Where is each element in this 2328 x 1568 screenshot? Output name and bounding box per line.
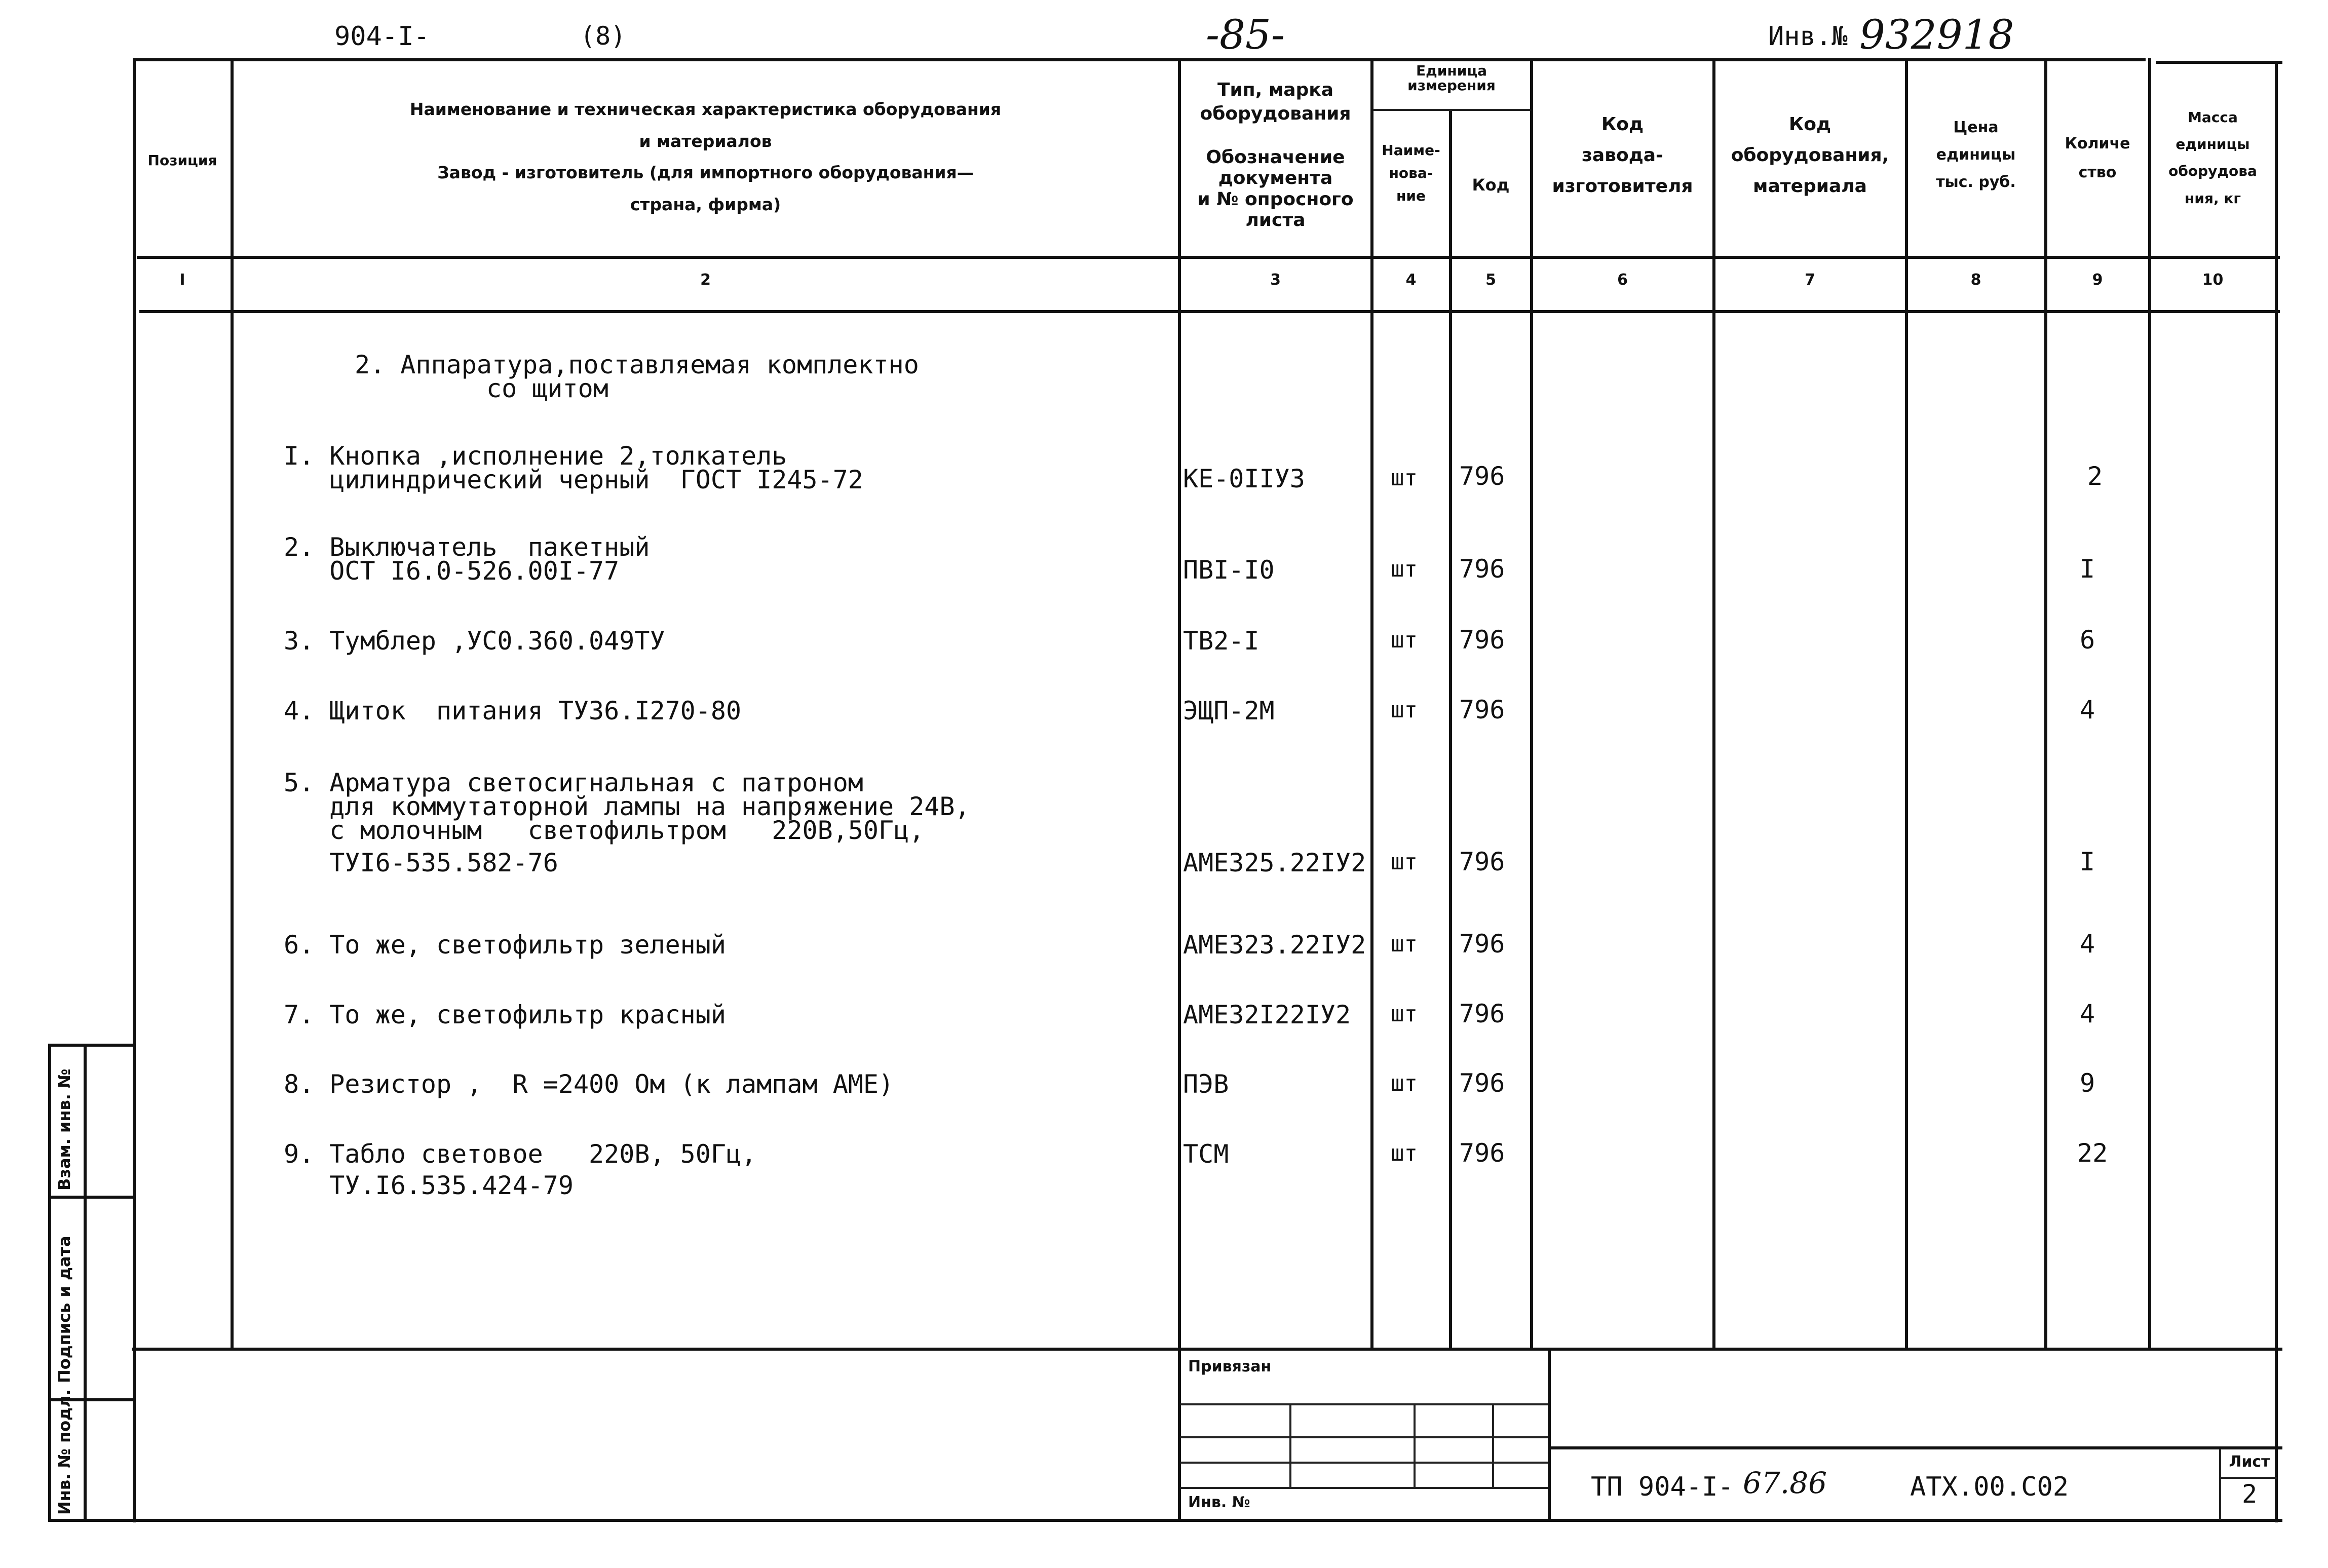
section-title-line2: со щитом (486, 374, 608, 403)
section-title-line1: 2. Аппаратура,поставляемая комплектно (355, 350, 919, 379)
item-8-type: ПЭВ (1183, 1069, 1229, 1099)
item-6-qty: 4 (2080, 929, 2095, 959)
item-9-line2: ТУ.I6.535.424-79 (284, 1171, 574, 1200)
item-6-line1: 6. То же, светофильтр зеленый (284, 930, 726, 960)
item-2-type: ПВI-I0 (1183, 555, 1275, 585)
item-5-qty: I (2080, 847, 2095, 876)
header-mass: Масса единицы оборудова ния, кг (2168, 109, 2257, 207)
item-2-code: 796 (1459, 554, 1505, 584)
item-9-code: 796 (1459, 1138, 1505, 1168)
item-7-unit: шт (1391, 1001, 1418, 1027)
item-3-type: ТВ2-I (1183, 626, 1260, 656)
header-unit-code: Код (1472, 175, 1510, 195)
item-9-unit: шт (1391, 1140, 1418, 1166)
col-number-10: 10 (2202, 271, 2224, 289)
item-4-line1: 4. Щиток питания ТУ36.I270-80 (284, 696, 742, 725)
footer-list-number: 2 (2241, 1479, 2258, 1509)
item-1-line2: цилиндрический черный ГОСТ I245-72 (284, 465, 863, 494)
footer-list-label: Лист (2229, 1453, 2270, 1471)
item-9-type: ТСМ (1183, 1139, 1229, 1169)
inv-number: 932918 (1859, 11, 2014, 58)
item-1-type: КЕ-0IIУ3 (1183, 464, 1305, 493)
footer-inv-no: Инв. № (1188, 1494, 1250, 1511)
item-6-code: 796 (1459, 929, 1505, 959)
col-number-3: 3 (1270, 271, 1281, 289)
item-8-qty: 9 (2080, 1068, 2095, 1098)
col-number-6: 6 (1617, 271, 1628, 289)
item-3-line1: 3. Тумблер ,УС0.360.049ТУ (284, 626, 665, 656)
item-2-line2: ОСТ I6.0-526.00I-77 (284, 556, 620, 586)
top-left-code: 904-I- (334, 21, 430, 52)
col-number-7: 7 (1805, 271, 1815, 289)
col-number-2: 2 (700, 271, 711, 289)
item-7-code: 796 (1459, 999, 1505, 1028)
item-1-qty: 2 (2087, 462, 2103, 491)
item-2-unit: шт (1391, 556, 1418, 582)
item-9-line1: 9. Табло световое 220В, 50Гц, (284, 1139, 757, 1169)
item-3-code: 796 (1459, 625, 1505, 655)
header-quantity: Количе ство (2065, 135, 2130, 181)
item-3-qty: 6 (2080, 625, 2095, 655)
side-label-vzam: Взам. инв. № (55, 1068, 74, 1191)
col-number-9: 9 (2092, 271, 2103, 289)
footer-privyazan: Привязан (1188, 1358, 1272, 1375)
item-5-line1: 5. Арматура светосигнальная с патроном (284, 768, 863, 797)
top-paren-code: (8) (580, 21, 626, 51)
item-4-qty: 4 (2080, 695, 2095, 724)
item-5-line2: для коммутаторной лампы на напряжение 24В, (284, 792, 970, 821)
item-2-line1: 2. Выключатель пакетный (284, 532, 650, 562)
item-6-type: АМЕ323.22IУ2 (1183, 930, 1366, 960)
item-5-code: 796 (1459, 847, 1505, 876)
item-5-line4: ТУI6-535.582-76 (284, 848, 558, 877)
header-unit-name: Наиме- нова- ние (1382, 142, 1440, 204)
item-3-unit: шт (1391, 627, 1418, 653)
item-5-line3: с молочным светофильтром 220В,50Гц, (284, 816, 925, 845)
footer-doc-code: ТП 904-I- (1591, 1472, 1734, 1502)
item-5-type: АМЕ325.22IУ2 (1183, 848, 1366, 877)
header-price: Цена единицы тыс. руб. (1936, 119, 2016, 191)
item-1-line1: I. Кнопка ,исполнение 2,толкатель (284, 441, 787, 471)
item-9-qty: 22 (2077, 1138, 2108, 1168)
inv-label: Инв.№ (1768, 21, 1848, 52)
side-label-podpis: Подпись и дата (55, 1236, 74, 1383)
header-position: Позиция (147, 152, 217, 169)
item-5-unit: шт (1391, 849, 1418, 875)
footer-atx-code: АТХ.00.С02 (1910, 1472, 2069, 1502)
item-7-line1: 7. То же, светофильтр красный (284, 1000, 726, 1029)
header-doc: Обозначение документа и № опросного листа (1197, 147, 1354, 231)
item-7-qty: 4 (2080, 999, 2095, 1028)
item-4-unit: шт (1391, 697, 1418, 723)
header-name: Наименование и техническая характеристика оборудования и материалов Завод - изготовитель (для импортного оборудования— страна, фирма) (409, 99, 1002, 215)
item-8-code: 796 (1459, 1068, 1505, 1098)
side-label-inv-podl: Инв. № подл. (55, 1389, 74, 1515)
header-plant-code: Код завода- изготовителя (1552, 114, 1693, 197)
page-number: -85- (1206, 11, 1285, 58)
item-8-line1: 8. Резистор , R =2400 Ом (к лампам АМЕ) (284, 1069, 894, 1099)
col-number-1: I (179, 271, 185, 289)
col-number-5: 5 (1485, 271, 1496, 289)
footer-doc-code-handwritten: 67.86 (1743, 1466, 1827, 1500)
col-number-4: 4 (1405, 271, 1417, 289)
item-1-unit: шт (1391, 465, 1418, 491)
item-2-qty: I (2080, 554, 2095, 584)
item-8-unit: шт (1391, 1070, 1418, 1096)
header-type: Тип, марка оборудования (1200, 80, 1351, 124)
item-6-unit: шт (1391, 931, 1418, 957)
item-7-type: АМЕ32I22IУ2 (1183, 1000, 1351, 1029)
header-unit: Единица измерения (1407, 62, 1496, 94)
item-1-code: 796 (1459, 462, 1505, 491)
item-4-type: ЭЩП-2М (1183, 696, 1275, 725)
item-4-code: 796 (1459, 695, 1505, 724)
col-number-8: 8 (1970, 271, 1981, 289)
header-equipment-code: Код оборудования, материала (1731, 114, 1889, 197)
